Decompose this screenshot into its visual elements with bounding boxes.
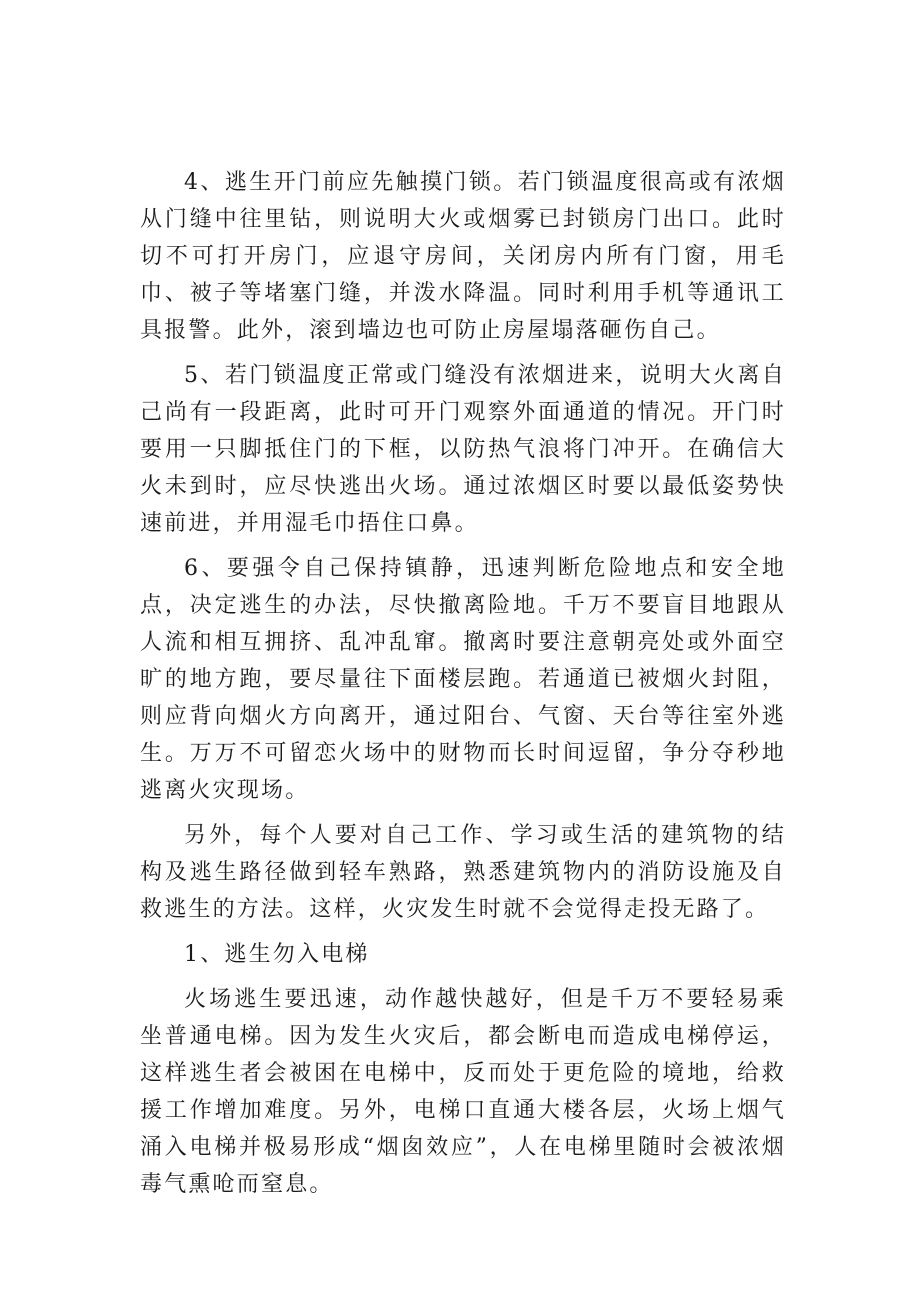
paragraph-elevator-danger: 火场逃生要迅速，动作越快越好，但是千万不要轻易乘坐普通电梯。因为发生火灾后，都会断电而造成电梯停运，这样逃生者会被困在电梯中，反而处于更危险的境地，给救援工作增加难度。另外，电梯口直通大楼各层，火场上烟气涌入电梯并极易形成“烟囱效应”，人在电梯里随时会被浓烟毒气熏呛而窒息。 [140, 987, 786, 1197]
paragraph-door-lock-check: 4、逃生开门前应先触摸门锁。若门锁温度很高或有浓烟从门缝中往里钻，则说明大火或烟雾已封锁房门出口。此时切不可打开房门，应退守房间，关闭房内所有门窗，用毛巾、被子等堵塞门缝，并泼水降温。同时利用手机等通讯工具报警。此外，滚到墙边也可防止房屋塌落砸伤自己。 [140, 170, 786, 343]
document-body [140, 164, 786, 1211]
section-heading-no-elevator: 1、逃生勿入电梯 [184, 942, 370, 967]
paragraph-know-escape-routes: 另外，每个人要对自己工作、学习或生活的建筑物的结构及逃生路径做到轻车熟路，熟悉建筑物内的消防设施及自救逃生的方法。这样，火灾发生时就不会觉得走投无路了。 [140, 823, 786, 922]
paragraph-open-door-escape: 5、若门锁温度正常或门缝没有浓烟进来，说明大火离自己尚有一段距离，此时可开门观察外面通道的情况。开门时要用一只脚抵住门的下框，以防热气浪将门冲开。在确信大火未到时，应尽快逃出火场。通过浓烟区时要以最低姿势快速前进，并用湿毛巾捂住口鼻。 [140, 363, 786, 536]
paragraph-stay-calm: 6、要强令自己保持镇静，迅速判断危险地点和安全地点，决定逃生的办法，尽快撤离险地。千万不要盲目地跟从人流和相互拥挤、乱冲乱窜。撤离时要注意朝亮处或外面空旷的地方跑，要尽量往下面楼层跑。若通道已被烟火封阻，则应背向烟火方向离开，通过阳台、气窗、天台等往室外逃生。万万不可留恋火场中的财物而长时间逗留，争分夺秒地逃离火灾现场。 [140, 556, 786, 803]
